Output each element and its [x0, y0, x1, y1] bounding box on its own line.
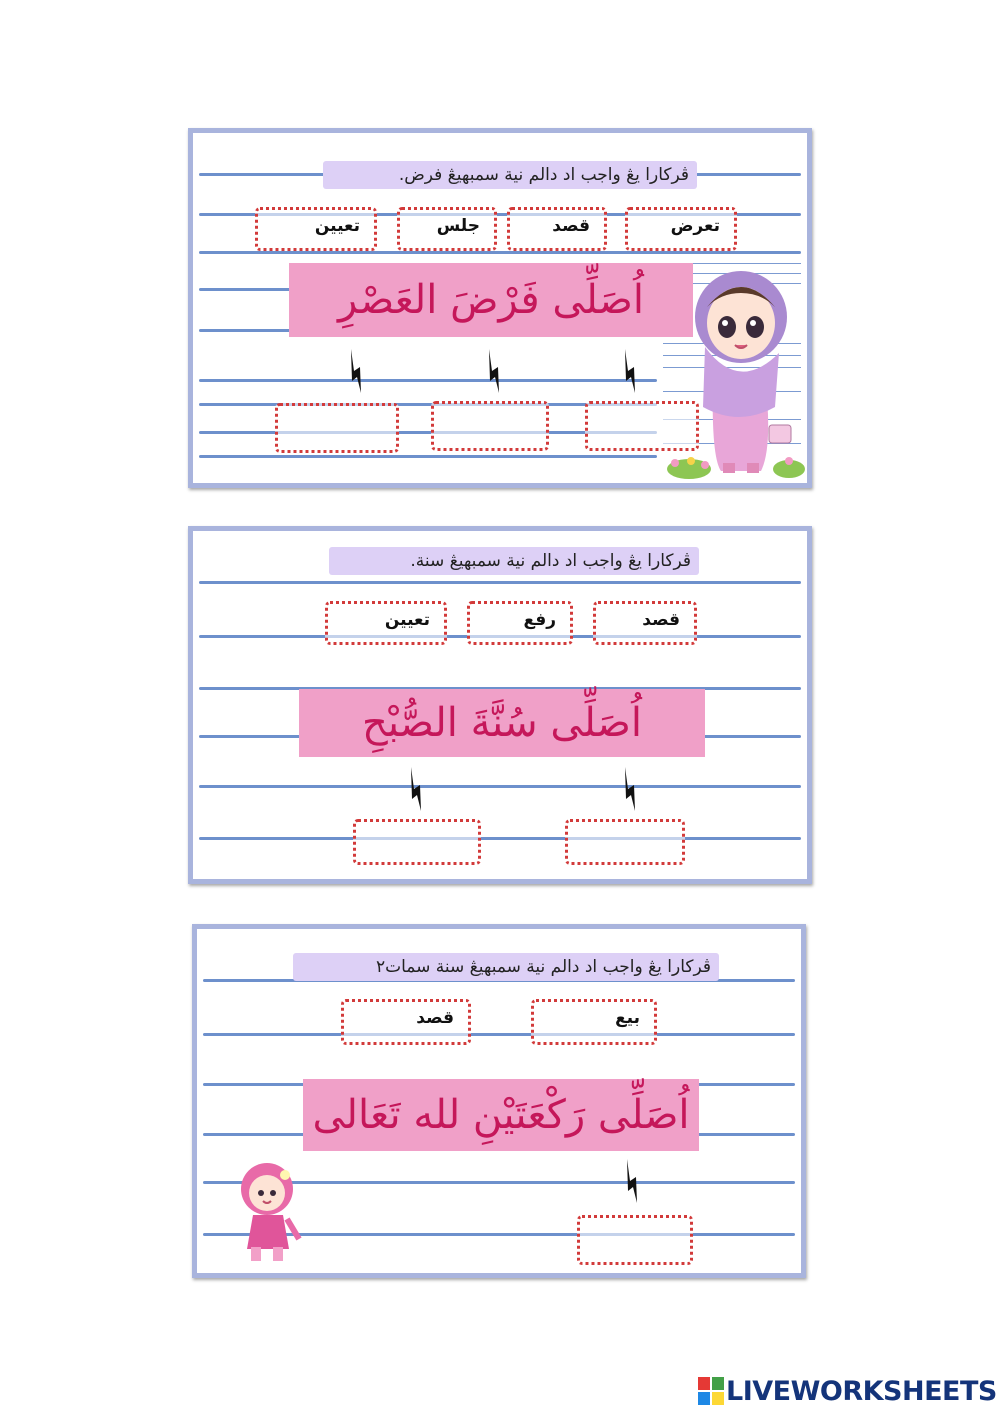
word-option[interactable]: قصد: [507, 207, 607, 251]
down-arrow-icon: [621, 1159, 643, 1203]
ruled-line: [199, 581, 801, 584]
card-title: ڤركارا يڠ واجب اد دالم نية سمبهيڠ سنة.: [329, 547, 699, 575]
word-option[interactable]: بيع: [531, 999, 657, 1045]
word-option[interactable]: جلس: [397, 207, 497, 251]
card-title: ڤركارا يڠ واجب اد دالم نية سمبهيڠ سنة سمات٢: [293, 953, 719, 981]
liveworksheets-logo: [698, 1374, 997, 1408]
down-arrow-icon: [619, 767, 641, 811]
logo-mark-icon: [698, 1377, 724, 1405]
card-sunat-2: [192, 924, 806, 1278]
word-option[interactable]: قصد: [593, 601, 697, 645]
ruled-line: [199, 837, 801, 840]
card-fardhu: [188, 128, 812, 488]
niat-text: اُصَلِّى سُنَّةَ الصُّبْحِ: [299, 689, 705, 757]
answer-drop-box[interactable]: [577, 1215, 693, 1265]
word-option[interactable]: تعيين: [255, 207, 377, 251]
word-option[interactable]: تعيين: [325, 601, 447, 645]
ruled-line: [203, 1033, 795, 1036]
word-option[interactable]: تعرض: [625, 207, 737, 251]
down-arrow-icon: [405, 767, 427, 811]
logo-text: LIVEWORKSHEETS: [726, 1375, 997, 1407]
ruled-line: [199, 455, 657, 458]
ruled-line: [199, 379, 657, 382]
answer-drop-box[interactable]: [353, 819, 481, 865]
ruled-line: [199, 785, 801, 788]
ruled-line: [199, 251, 801, 254]
answer-drop-box[interactable]: [275, 403, 399, 453]
word-option[interactable]: قصد: [341, 999, 471, 1045]
running-girl-illustration: [233, 1159, 303, 1265]
card-title: ڤركارا يڠ واجب اد دالم نية سمبهيڠ فرض.: [323, 161, 697, 189]
hijab-girl-illustration: [661, 257, 807, 483]
down-arrow-icon: [345, 349, 367, 393]
answer-drop-box[interactable]: [565, 819, 685, 865]
down-arrow-icon: [619, 349, 641, 393]
niat-text: اُصَلِّى فَرْضَ العَصْرِ: [289, 263, 693, 337]
word-option[interactable]: رفع: [467, 601, 573, 645]
answer-drop-box[interactable]: [431, 401, 549, 451]
down-arrow-icon: [483, 349, 505, 393]
niat-text: اُصَلِّى رَكْعَتَيْنِ لله تَعَالى: [303, 1079, 699, 1151]
card-sunat: [188, 526, 812, 884]
